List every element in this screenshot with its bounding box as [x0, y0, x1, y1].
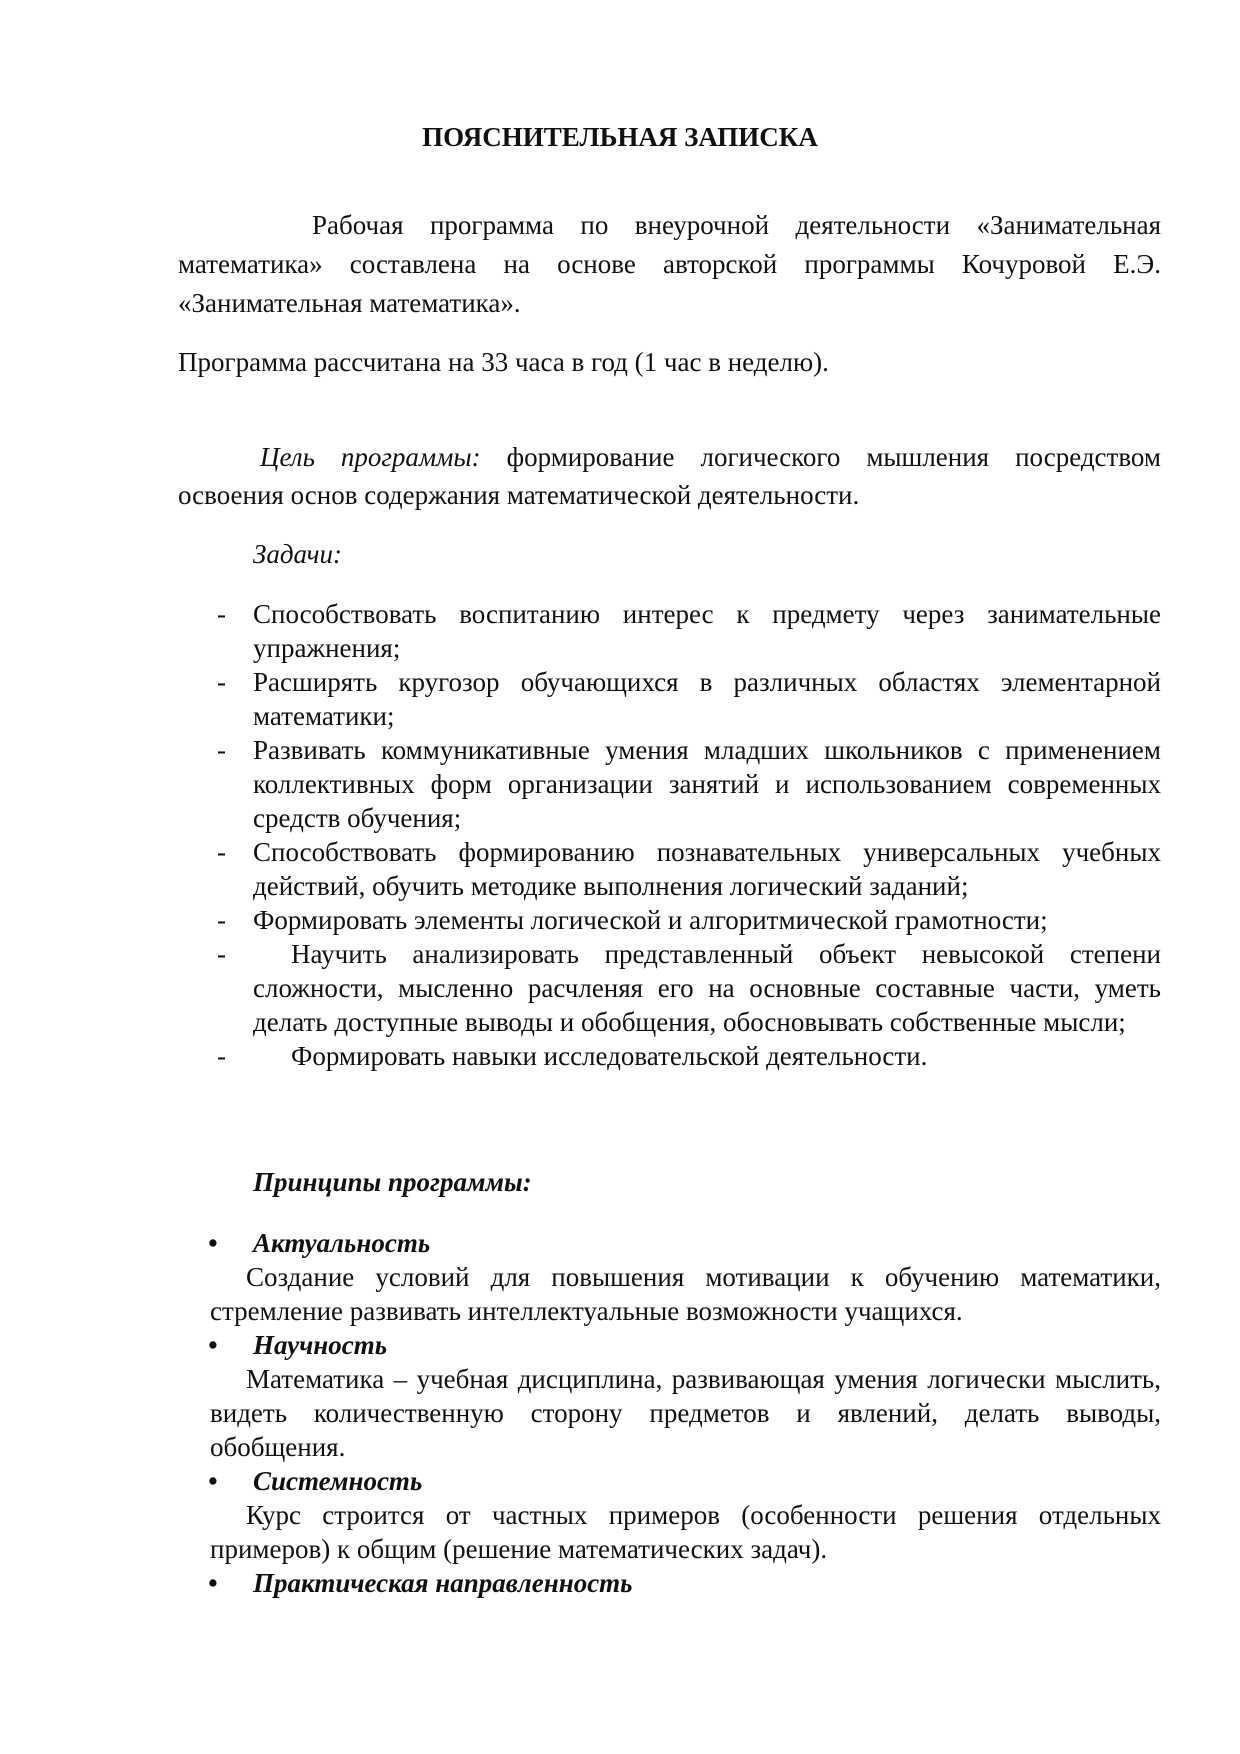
- principles-heading: Принципы программы:: [253, 1167, 532, 1197]
- list-item: - Развивать коммуникативные умения младших школьников с применением коллективных форм организации занятий и использованием современных средств обучения;: [217, 735, 1161, 833]
- list-item: - Формировать элементы логической и алгоритмической грамотности;: [217, 905, 1048, 935]
- principle-text: Создание условий для повышения мотивации к обучению математики, стремление развивать интеллектуальные возможности учащихся.: [210, 1262, 1161, 1326]
- hours-paragraph: Программа рассчитана на 33 часа в год (1 час в неделю).: [178, 347, 829, 377]
- tasks-list: [178, 597, 1161, 1073]
- list-item: - Научить анализировать представленный объект невысокой степени сложности, мысленно расчленяя его на основные составные части, уметь делать доступные выводы и обобщения, обосновывать собственные мысли;: [217, 939, 1161, 1037]
- goal-paragraph: [178, 438, 1161, 514]
- principle-name: • Научность: [208, 1330, 388, 1360]
- goal-text: формирование логического мышления посредством освоения основ содержания математической деятельности.: [178, 442, 1161, 510]
- list-item: - Способствовать формированию познавательных универсальных учебных действий, обучить методике выполнения логический заданий;: [217, 837, 1161, 901]
- principle-name: • Актуальность: [208, 1228, 431, 1258]
- list-item: - Формировать навыки исследовательской деятельности.: [217, 1041, 928, 1071]
- goal-label: Цель программы:: [260, 442, 481, 472]
- page-title: ПОЯСНИТЕЛЬНАЯ ЗАПИСКА: [422, 122, 818, 152]
- principle-text: Курс строится от частных примеров (особенности решения отдельных примеров) к общим (решение математических задач).: [210, 1500, 1161, 1564]
- principle-text: Математика – учебная дисциплина, развивающая умения логически мыслить, видеть количественную сторону предметов и явлений, делать выводы, обобщения.: [210, 1364, 1161, 1462]
- intro-paragraph: Рабочая программа по внеурочной деятельности «Занимательная математика» составлена на основе авторской программы Кочуровой Е.Э. «Занимательная математика».: [178, 210, 1161, 318]
- principle-name: • Системность: [208, 1466, 423, 1496]
- tasks-heading: Задачи:: [253, 539, 343, 569]
- principles-list: [178, 1226, 1161, 1600]
- list-item: - Расширять кругозор обучающихся в различных областях элементарной математики;: [217, 667, 1161, 731]
- principle-name: • Практическая направленность: [208, 1568, 633, 1598]
- list-item: - Способствовать воспитанию интерес к предмету через занимательные упражнения;: [217, 599, 1161, 663]
